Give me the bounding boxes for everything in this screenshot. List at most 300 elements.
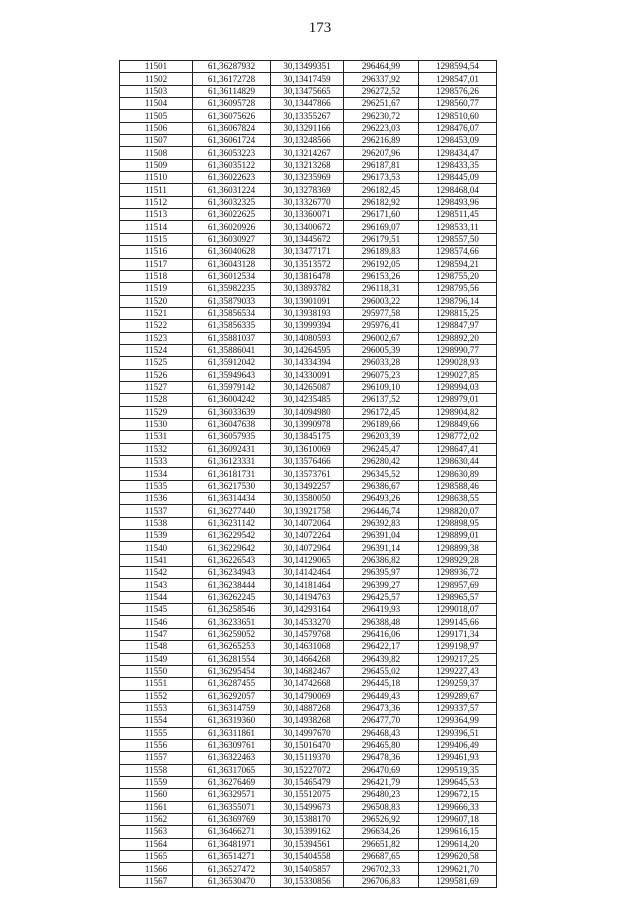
point-number-cell: 11534 [120, 468, 193, 480]
longitude-cell: 30,14938268 [271, 715, 344, 727]
x-coordinate-cell: 296153,26 [344, 270, 419, 282]
y-coordinate-cell: 1299581,69 [419, 875, 497, 887]
point-number-cell: 11529 [120, 406, 193, 418]
x-coordinate-cell: 296216,89 [344, 135, 419, 147]
y-coordinate-cell: 1298994,03 [419, 381, 497, 393]
point-number-cell: 11556 [120, 739, 193, 751]
x-coordinate-cell: 296033,28 [344, 357, 419, 369]
latitude-cell: 61,36287455 [193, 678, 271, 690]
y-coordinate-cell: 1298434,47 [419, 147, 497, 159]
longitude-cell: 30,13921758 [271, 505, 344, 517]
longitude-cell: 30,14887268 [271, 702, 344, 714]
x-coordinate-cell: 296386,67 [344, 480, 419, 492]
x-coordinate-cell: 296439,82 [344, 653, 419, 665]
latitude-cell: 61,36040628 [193, 246, 271, 258]
x-coordinate-cell: 296207,96 [344, 147, 419, 159]
table-row [120, 530, 497, 542]
latitude-cell: 61,36530470 [193, 875, 271, 887]
point-number-cell: 11531 [120, 431, 193, 443]
y-coordinate-cell: 1298979,01 [419, 394, 497, 406]
longitude-cell: 30,13400672 [271, 221, 344, 233]
table-row [120, 764, 497, 776]
table-row [120, 209, 497, 221]
latitude-cell: 61,35881037 [193, 332, 271, 344]
y-coordinate-cell: 1299018,07 [419, 604, 497, 616]
x-coordinate-cell: 296002,67 [344, 332, 419, 344]
x-coordinate-cell: 296445,18 [344, 678, 419, 690]
x-coordinate-cell: 296251,67 [344, 98, 419, 110]
page-number: 173 [308, 20, 332, 36]
latitude-cell: 61,36061724 [193, 135, 271, 147]
point-number-cell: 11530 [120, 418, 193, 430]
x-coordinate-cell: 296005,39 [344, 344, 419, 356]
latitude-cell: 61,35979142 [193, 381, 271, 393]
latitude-cell: 61,36369769 [193, 813, 271, 825]
x-coordinate-cell: 296391,14 [344, 542, 419, 554]
y-coordinate-cell: 1298560,77 [419, 98, 497, 110]
y-coordinate-cell: 1298510,60 [419, 110, 497, 122]
latitude-cell: 61,36238444 [193, 579, 271, 591]
table-row [120, 381, 497, 393]
y-coordinate-cell: 1298820,07 [419, 505, 497, 517]
latitude-cell: 61,36229642 [193, 542, 271, 554]
y-coordinate-cell: 1298445,09 [419, 172, 497, 184]
latitude-cell: 61,36514271 [193, 851, 271, 863]
point-number-cell: 11555 [120, 727, 193, 739]
x-coordinate-cell: 296446,74 [344, 505, 419, 517]
x-coordinate-cell: 296473,36 [344, 702, 419, 714]
longitude-cell: 30,13445672 [271, 233, 344, 245]
coordinates-table [119, 60, 497, 888]
y-coordinate-cell: 1299027,85 [419, 369, 497, 381]
latitude-cell: 61,36057935 [193, 431, 271, 443]
x-coordinate-cell: 296419,93 [344, 604, 419, 616]
latitude-cell: 61,35856335 [193, 320, 271, 332]
table-row [120, 221, 497, 233]
y-coordinate-cell: 1299396,51 [419, 727, 497, 739]
latitude-cell: 61,36032325 [193, 196, 271, 208]
table-row [120, 715, 497, 727]
y-coordinate-cell: 1298849,66 [419, 418, 497, 430]
table-row [120, 283, 497, 295]
latitude-cell: 61,36276469 [193, 776, 271, 788]
x-coordinate-cell: 296003,22 [344, 295, 419, 307]
table-row [120, 394, 497, 406]
y-coordinate-cell: 1298511,45 [419, 209, 497, 221]
latitude-cell: 61,36317065 [193, 764, 271, 776]
x-coordinate-cell: 296182,92 [344, 196, 419, 208]
latitude-cell: 61,35879033 [193, 295, 271, 307]
table-row [120, 739, 497, 751]
y-coordinate-cell: 1298630,44 [419, 456, 497, 468]
table-row [120, 172, 497, 184]
y-coordinate-cell: 1298795,56 [419, 283, 497, 295]
x-coordinate-cell: 296468,43 [344, 727, 419, 739]
point-number-cell: 11547 [120, 628, 193, 640]
point-number-cell: 11551 [120, 678, 193, 690]
x-coordinate-cell: 296493,26 [344, 493, 419, 505]
y-coordinate-cell: 1298815,25 [419, 307, 497, 319]
longitude-cell: 30,14631068 [271, 641, 344, 653]
point-number-cell: 11517 [120, 258, 193, 270]
table-row [120, 246, 497, 258]
point-number-cell: 11562 [120, 813, 193, 825]
y-coordinate-cell: 1298796,14 [419, 295, 497, 307]
point-number-cell: 11535 [120, 480, 193, 492]
point-number-cell: 11503 [120, 85, 193, 97]
y-coordinate-cell: 1299607,18 [419, 813, 497, 825]
longitude-cell: 30,13580050 [271, 493, 344, 505]
table-row [120, 863, 497, 875]
latitude-cell: 61,36172728 [193, 73, 271, 85]
y-coordinate-cell: 1298476,07 [419, 122, 497, 134]
y-coordinate-cell: 1299364,99 [419, 715, 497, 727]
longitude-cell: 30,15330856 [271, 875, 344, 887]
x-coordinate-cell: 296137,52 [344, 394, 419, 406]
longitude-cell: 30,13938193 [271, 307, 344, 319]
longitude-cell: 30,14334394 [271, 357, 344, 369]
y-coordinate-cell: 1298898,95 [419, 517, 497, 529]
point-number-cell: 11514 [120, 221, 193, 233]
table-row [120, 147, 497, 159]
latitude-cell: 61,36259052 [193, 628, 271, 640]
point-number-cell: 11506 [120, 122, 193, 134]
point-number-cell: 11544 [120, 591, 193, 603]
table-row [120, 851, 497, 863]
latitude-cell: 61,36319360 [193, 715, 271, 727]
point-number-cell: 11528 [120, 394, 193, 406]
longitude-cell: 30,13447866 [271, 98, 344, 110]
x-coordinate-cell: 296075,23 [344, 369, 419, 381]
latitude-cell: 61,36114829 [193, 85, 271, 97]
longitude-cell: 30,15394561 [271, 838, 344, 850]
y-coordinate-cell: 1298929,28 [419, 554, 497, 566]
longitude-cell: 30,13990978 [271, 418, 344, 430]
table-row [120, 554, 497, 566]
y-coordinate-cell: 1299461,93 [419, 752, 497, 764]
point-number-cell: 11509 [120, 159, 193, 171]
longitude-cell: 30,13816478 [271, 270, 344, 282]
x-coordinate-cell: 296477,70 [344, 715, 419, 727]
table-row [120, 270, 497, 282]
latitude-cell: 61,36527472 [193, 863, 271, 875]
x-coordinate-cell: 296391,04 [344, 530, 419, 542]
latitude-cell: 61,36053223 [193, 147, 271, 159]
latitude-cell: 61,36231142 [193, 517, 271, 529]
x-coordinate-cell: 296651,82 [344, 838, 419, 850]
longitude-cell: 30,14664268 [271, 653, 344, 665]
longitude-cell: 30,14682467 [271, 665, 344, 677]
point-number-cell: 11539 [120, 530, 193, 542]
y-coordinate-cell: 1299337,57 [419, 702, 497, 714]
latitude-cell: 61,36262245 [193, 591, 271, 603]
longitude-cell: 30,14293164 [271, 604, 344, 616]
x-coordinate-cell: 296280,42 [344, 456, 419, 468]
x-coordinate-cell: 296345,52 [344, 468, 419, 480]
longitude-cell: 30,13355267 [271, 110, 344, 122]
latitude-cell: 61,36004242 [193, 394, 271, 406]
latitude-cell: 61,36234943 [193, 567, 271, 579]
latitude-cell: 61,36311861 [193, 727, 271, 739]
table-row [120, 579, 497, 591]
y-coordinate-cell: 1298557,50 [419, 233, 497, 245]
latitude-cell: 61,36314434 [193, 493, 271, 505]
latitude-cell: 61,36035122 [193, 159, 271, 171]
table-row [120, 122, 497, 134]
point-number-cell: 11566 [120, 863, 193, 875]
x-coordinate-cell: 296203,39 [344, 431, 419, 443]
latitude-cell: 61,36067824 [193, 122, 271, 134]
longitude-cell: 30,15499673 [271, 801, 344, 813]
point-number-cell: 11532 [120, 443, 193, 455]
point-number-cell: 11526 [120, 369, 193, 381]
latitude-cell: 61,36012534 [193, 270, 271, 282]
x-coordinate-cell: 296706,83 [344, 875, 419, 887]
table-row [120, 110, 497, 122]
table-row [120, 406, 497, 418]
y-coordinate-cell: 1298468,04 [419, 184, 497, 196]
x-coordinate-cell: 296634,26 [344, 826, 419, 838]
table-row [120, 443, 497, 455]
x-coordinate-cell: 296173,53 [344, 172, 419, 184]
y-coordinate-cell: 1299406,49 [419, 739, 497, 751]
table-row [120, 418, 497, 430]
point-number-cell: 11561 [120, 801, 193, 813]
latitude-cell: 61,36295454 [193, 665, 271, 677]
x-coordinate-cell: 296386,82 [344, 554, 419, 566]
x-coordinate-cell: 296171,60 [344, 209, 419, 221]
latitude-cell: 61,36181731 [193, 468, 271, 480]
table-row [120, 85, 497, 97]
x-coordinate-cell: 296109,10 [344, 381, 419, 393]
point-number-cell: 11502 [120, 73, 193, 85]
longitude-cell: 30,13573761 [271, 468, 344, 480]
longitude-cell: 30,15512075 [271, 789, 344, 801]
table-row [120, 838, 497, 850]
table-row [120, 591, 497, 603]
y-coordinate-cell: 1298990,77 [419, 344, 497, 356]
point-number-cell: 11537 [120, 505, 193, 517]
x-coordinate-cell: 296399,27 [344, 579, 419, 591]
longitude-cell: 30,13513572 [271, 258, 344, 270]
latitude-cell: 61,36030927 [193, 233, 271, 245]
y-coordinate-cell: 1299145,66 [419, 616, 497, 628]
table-row [120, 801, 497, 813]
x-coordinate-cell: 296449,43 [344, 690, 419, 702]
table-row [120, 776, 497, 788]
longitude-cell: 30,13499351 [271, 61, 344, 73]
table-row [120, 665, 497, 677]
table-row [120, 480, 497, 492]
x-coordinate-cell: 296189,66 [344, 418, 419, 430]
point-number-cell: 11565 [120, 851, 193, 863]
y-coordinate-cell: 1298594,54 [419, 61, 497, 73]
x-coordinate-cell: 296192,05 [344, 258, 419, 270]
longitude-cell: 30,14072064 [271, 517, 344, 529]
y-coordinate-cell: 1298433,35 [419, 159, 497, 171]
point-number-cell: 11552 [120, 690, 193, 702]
longitude-cell: 30,13278369 [271, 184, 344, 196]
latitude-cell: 61,36095728 [193, 98, 271, 110]
longitude-cell: 30,13475665 [271, 85, 344, 97]
point-number-cell: 11523 [120, 332, 193, 344]
y-coordinate-cell: 1298493,96 [419, 196, 497, 208]
point-number-cell: 11512 [120, 196, 193, 208]
x-coordinate-cell: 295976,41 [344, 320, 419, 332]
latitude-cell: 61,35886041 [193, 344, 271, 356]
longitude-cell: 30,14742668 [271, 678, 344, 690]
longitude-cell: 30,14194763 [271, 591, 344, 603]
longitude-cell: 30,13214267 [271, 147, 344, 159]
y-coordinate-cell: 1298594,21 [419, 258, 497, 270]
longitude-cell: 30,14265087 [271, 381, 344, 393]
longitude-cell: 30,14129065 [271, 554, 344, 566]
longitude-cell: 30,13235969 [271, 172, 344, 184]
latitude-cell: 61,36481971 [193, 838, 271, 850]
latitude-cell: 61,36033639 [193, 406, 271, 418]
latitude-cell: 61,36281554 [193, 653, 271, 665]
latitude-cell: 61,36092431 [193, 443, 271, 455]
point-number-cell: 11546 [120, 616, 193, 628]
x-coordinate-cell: 296425,57 [344, 591, 419, 603]
point-number-cell: 11536 [120, 493, 193, 505]
point-number-cell: 11567 [120, 875, 193, 887]
table-row [120, 826, 497, 838]
x-coordinate-cell: 296182,45 [344, 184, 419, 196]
longitude-cell: 30,13610069 [271, 443, 344, 455]
y-coordinate-cell: 1299227,43 [419, 665, 497, 677]
x-coordinate-cell: 296421,79 [344, 776, 419, 788]
x-coordinate-cell: 296526,92 [344, 813, 419, 825]
y-coordinate-cell: 1298647,41 [419, 443, 497, 455]
latitude-cell: 61,36322463 [193, 752, 271, 764]
latitude-cell: 61,36265253 [193, 641, 271, 653]
longitude-cell: 30,13999394 [271, 320, 344, 332]
longitude-cell: 30,13893782 [271, 283, 344, 295]
y-coordinate-cell: 1298957,69 [419, 579, 497, 591]
table-row [120, 567, 497, 579]
longitude-cell: 30,15465479 [271, 776, 344, 788]
longitude-cell: 30,14072264 [271, 530, 344, 542]
point-number-cell: 11521 [120, 307, 193, 319]
point-number-cell: 11560 [120, 789, 193, 801]
table-row [120, 690, 497, 702]
latitude-cell: 61,36022623 [193, 172, 271, 184]
y-coordinate-cell: 1298630,89 [419, 468, 497, 480]
point-number-cell: 11557 [120, 752, 193, 764]
latitude-cell: 61,35856534 [193, 307, 271, 319]
latitude-cell: 61,36258546 [193, 604, 271, 616]
point-number-cell: 11540 [120, 542, 193, 554]
y-coordinate-cell: 1298904,82 [419, 406, 497, 418]
point-number-cell: 11563 [120, 826, 193, 838]
longitude-cell: 30,13477171 [271, 246, 344, 258]
point-number-cell: 11524 [120, 344, 193, 356]
x-coordinate-cell: 296416,06 [344, 628, 419, 640]
longitude-cell: 30,13576466 [271, 456, 344, 468]
x-coordinate-cell: 296189,83 [344, 246, 419, 258]
table-row [120, 727, 497, 739]
longitude-cell: 30,13901091 [271, 295, 344, 307]
x-coordinate-cell: 296480,23 [344, 789, 419, 801]
latitude-cell: 61,36329571 [193, 789, 271, 801]
y-coordinate-cell: 1299171,34 [419, 628, 497, 640]
y-coordinate-cell: 1298899,01 [419, 530, 497, 542]
x-coordinate-cell: 296470,69 [344, 764, 419, 776]
latitude-cell: 61,36075626 [193, 110, 271, 122]
point-number-cell: 11549 [120, 653, 193, 665]
x-coordinate-cell: 296392,83 [344, 517, 419, 529]
latitude-cell: 61,36466271 [193, 826, 271, 838]
longitude-cell: 30,13248566 [271, 135, 344, 147]
longitude-cell: 30,15405857 [271, 863, 344, 875]
point-number-cell: 11525 [120, 357, 193, 369]
y-coordinate-cell: 1299645,53 [419, 776, 497, 788]
x-coordinate-cell: 296272,52 [344, 85, 419, 97]
table-row [120, 616, 497, 628]
x-coordinate-cell: 296455,02 [344, 665, 419, 677]
y-coordinate-cell: 1298965,57 [419, 591, 497, 603]
longitude-cell: 30,14330091 [271, 369, 344, 381]
y-coordinate-cell: 1299519,35 [419, 764, 497, 776]
x-coordinate-cell: 296422,17 [344, 641, 419, 653]
longitude-cell: 30,14533270 [271, 616, 344, 628]
x-coordinate-cell: 295977,58 [344, 307, 419, 319]
table-row [120, 73, 497, 85]
point-number-cell: 11558 [120, 764, 193, 776]
table-row [120, 789, 497, 801]
point-number-cell: 11522 [120, 320, 193, 332]
x-coordinate-cell: 296245,47 [344, 443, 419, 455]
latitude-cell: 61,36123331 [193, 456, 271, 468]
longitude-cell: 30,15399162 [271, 826, 344, 838]
y-coordinate-cell: 1298755,20 [419, 270, 497, 282]
table-row [120, 493, 497, 505]
point-number-cell: 11507 [120, 135, 193, 147]
point-number-cell: 11511 [120, 184, 193, 196]
y-coordinate-cell: 1299666,33 [419, 801, 497, 813]
point-number-cell: 11542 [120, 567, 193, 579]
y-coordinate-cell: 1299289,67 [419, 690, 497, 702]
x-coordinate-cell: 296465,80 [344, 739, 419, 751]
table-row [120, 517, 497, 529]
point-number-cell: 11541 [120, 554, 193, 566]
latitude-cell: 61,35912042 [193, 357, 271, 369]
y-coordinate-cell: 1298892,20 [419, 332, 497, 344]
longitude-cell: 30,15227072 [271, 764, 344, 776]
table-row [120, 320, 497, 332]
coordinates-table-body [120, 61, 497, 888]
table-row [120, 332, 497, 344]
table-row [120, 369, 497, 381]
y-coordinate-cell: 1298847,97 [419, 320, 497, 332]
latitude-cell: 61,36309761 [193, 739, 271, 751]
x-coordinate-cell: 296223,03 [344, 122, 419, 134]
longitude-cell: 30,14997670 [271, 727, 344, 739]
latitude-cell: 61,36314759 [193, 702, 271, 714]
y-coordinate-cell: 1298772,02 [419, 431, 497, 443]
latitude-cell: 61,36277440 [193, 505, 271, 517]
x-coordinate-cell: 296230,72 [344, 110, 419, 122]
table-row [120, 135, 497, 147]
table-row [120, 357, 497, 369]
y-coordinate-cell: 1298588,46 [419, 480, 497, 492]
table-row [120, 468, 497, 480]
point-number-cell: 11545 [120, 604, 193, 616]
point-number-cell: 11559 [120, 776, 193, 788]
table-row [120, 159, 497, 171]
y-coordinate-cell: 1298899,38 [419, 542, 497, 554]
